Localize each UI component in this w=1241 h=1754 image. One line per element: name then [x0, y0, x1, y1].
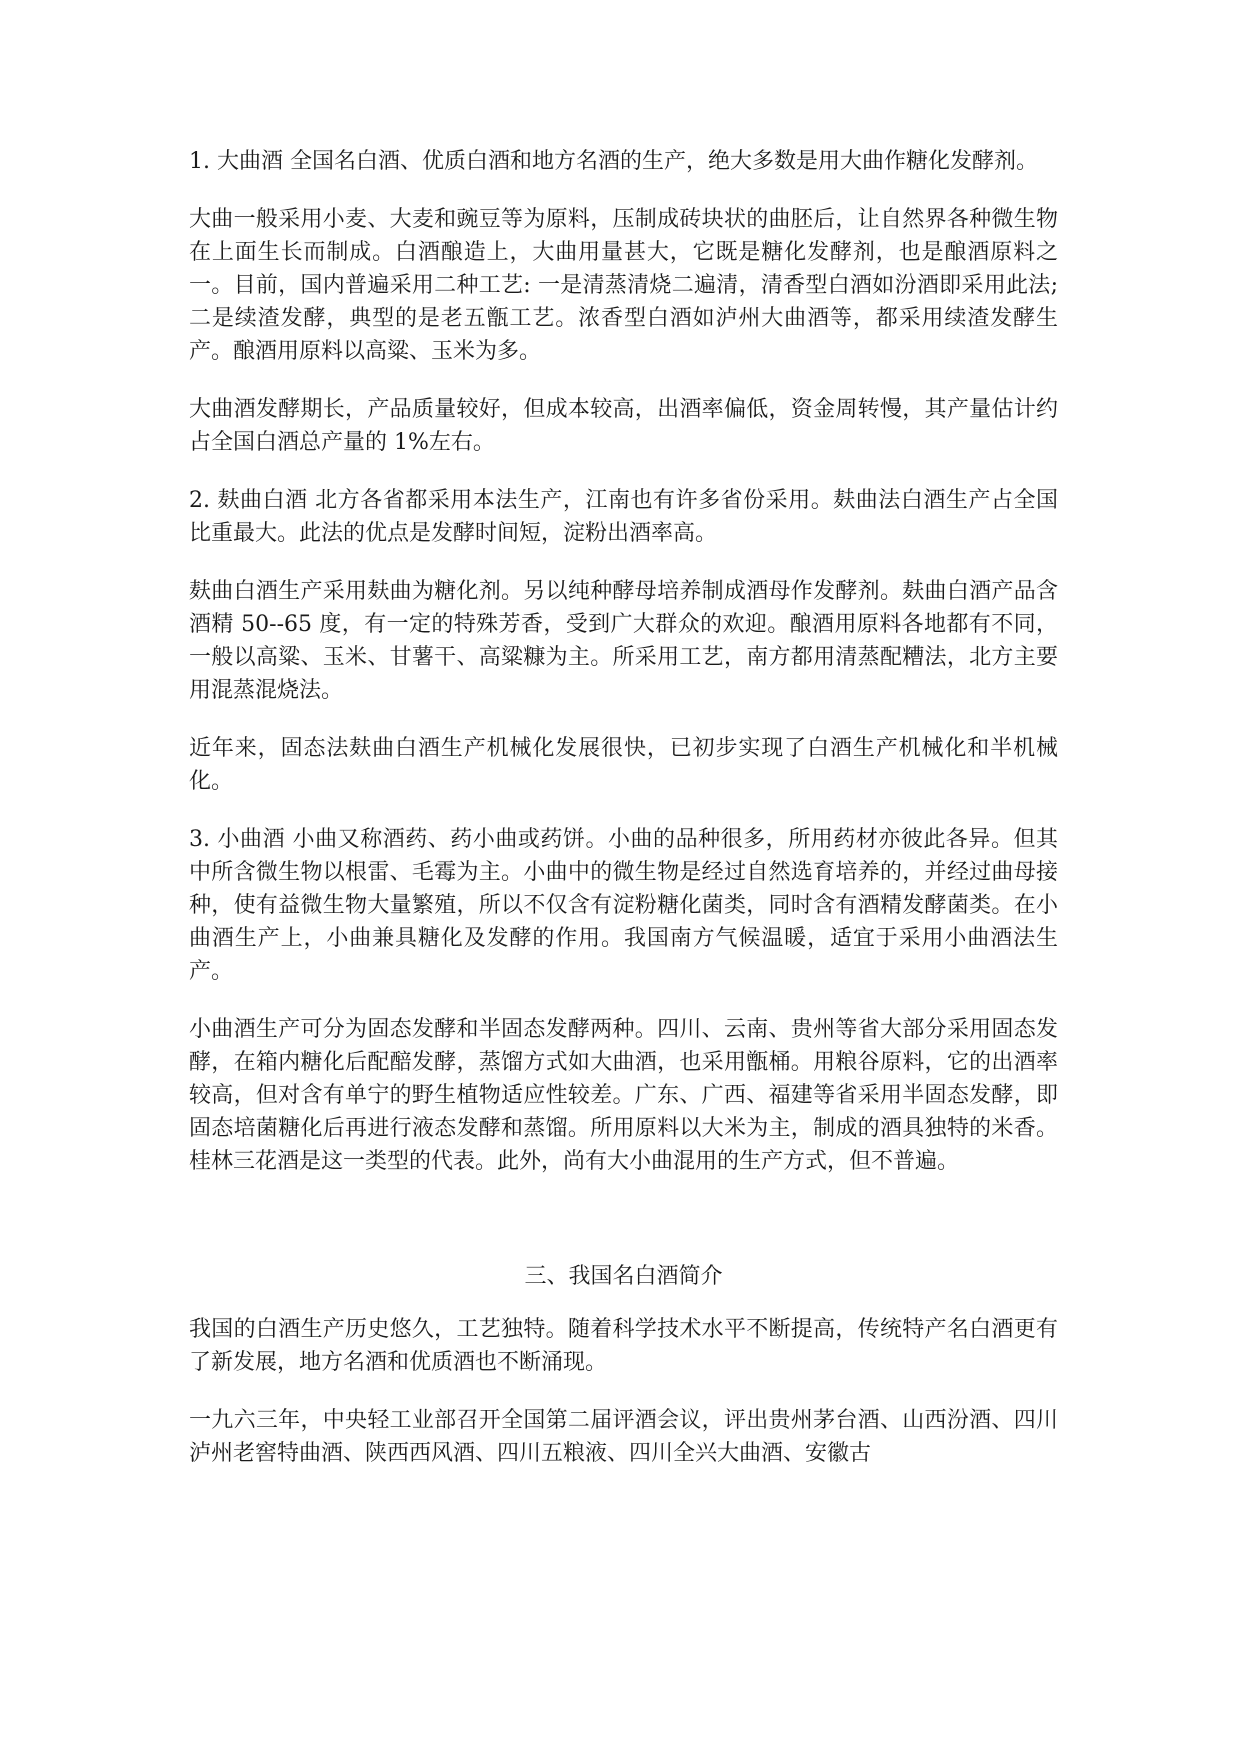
paragraph-fuqu-intro: 2. 麸曲白酒 北方各省都采用本法生产，江南也有许多省份采用。麸曲法白酒生产占全国比重最大。此法的优点是发酵时间短，淀粉出酒率高。 [189, 488, 1058, 546]
paragraph-xiaoqu-intro: 3. 小曲酒 小曲又称酒药、药小曲或药饼。小曲的品种很多，所用药材亦彼此各异。但其中所含微生物以根雷、毛霉为主。小曲中的微生物是经过自然选育培养的，并经过曲母接种，使有益微生物大量繁殖，所以不仅含有淀粉糖化菌类，同时含有酒精发酵菌类。在小曲酒生产上，小曲兼具糖化及发酵的作用。我国南方气候温暖，适宜于采用小曲酒法生产。 [189, 827, 1058, 984]
section-spacer [189, 1203, 1058, 1260]
paragraph-fuqu-process: 麸曲白酒生产采用麸曲为糖化剂。另以纯种酵母培养制成酒母作发酵剂。麸曲白酒产品含酒精 50--65 度，有一定的特殊芳香，受到广大群众的欢迎。酿酒用原料各地都有不同，一般以高粱、玉米、甘薯干、高粱糠为主。所采用工艺，南方都用清蒸配糟法，北方主要用混蒸混烧法。 [189, 579, 1058, 703]
paragraph-daqu-output: 大曲酒发酵期长，产品质量较好，但成本较高，出酒率偏低，资金周转慢，其产量估计约占全国白酒总产量的 1%左右。 [189, 397, 1058, 455]
paragraph-xiaoqu-process: 小曲酒生产可分为固态发酵和半固态发酵两种。四川、云南、贵州等省大部分采用固态发酵，在箱内糖化后配醅发酵，蒸馏方式如大曲酒，也采用甑桶。用粮谷原料，它的出酒率较高，但对含有单宁的野生植物适应性较差。广东、广西、福建等省采用半固态发酵，即固态培菌糖化后再进行液态发酵和蒸馏。所用原料以大米为主，制成的酒具独特的米香。桂林三花酒是这一类型的代表。此外，尚有大小曲混用的生产方式，但不普遍。 [189, 1017, 1058, 1174]
section-title: 三、我国名白酒简介 [524, 1264, 723, 1289]
paragraph-daqu-intro: 1. 大曲酒 全国名白酒、优质白酒和地方名酒的生产，绝大多数是用大曲作糖化发酵剂。 [189, 149, 1038, 174]
paragraph-fuqu-mechanization: 近年来，固态法麸曲白酒生产机械化发展很快，已初步实现了白酒生产机械化和半机械化。 [189, 736, 1058, 794]
paragraph-1963-conference: 一九六三年，中央轻工业部召开全国第二届评酒会议，评出贵州茅台酒、山西汾酒、四川泸州老窖特曲酒、陕西西风酒、四川五粮液、四川全兴大曲酒、安徽古 [189, 1408, 1058, 1466]
paragraph-history: 我国的白酒生产历史悠久，工艺独特。随着科学技术水平不断提高，传统特产名白酒更有了新发展，地方名酒和优质酒也不断涌现。 [189, 1317, 1058, 1375]
document-body [189, 145, 1058, 1495]
paragraph-daqu-process: 大曲一般采用小麦、大麦和豌豆等为原料，压制成砖块状的曲胚后，让自然界各种微生物在上面生长而制成。白酒酿造上，大曲用量甚大，它既是糖化发酵剂，也是酿酒原料之一。目前，国内普遍采用二种工艺: 一是清蒸清烧二遍清，清香型白酒如汾酒即采用此法; 二是续渣发酵，典型的是老五甑工艺。浓香型白酒如泸州大曲酒等，都采用续渣发酵生产。酿酒用原料以高粱、玉米为多。 [189, 207, 1058, 364]
